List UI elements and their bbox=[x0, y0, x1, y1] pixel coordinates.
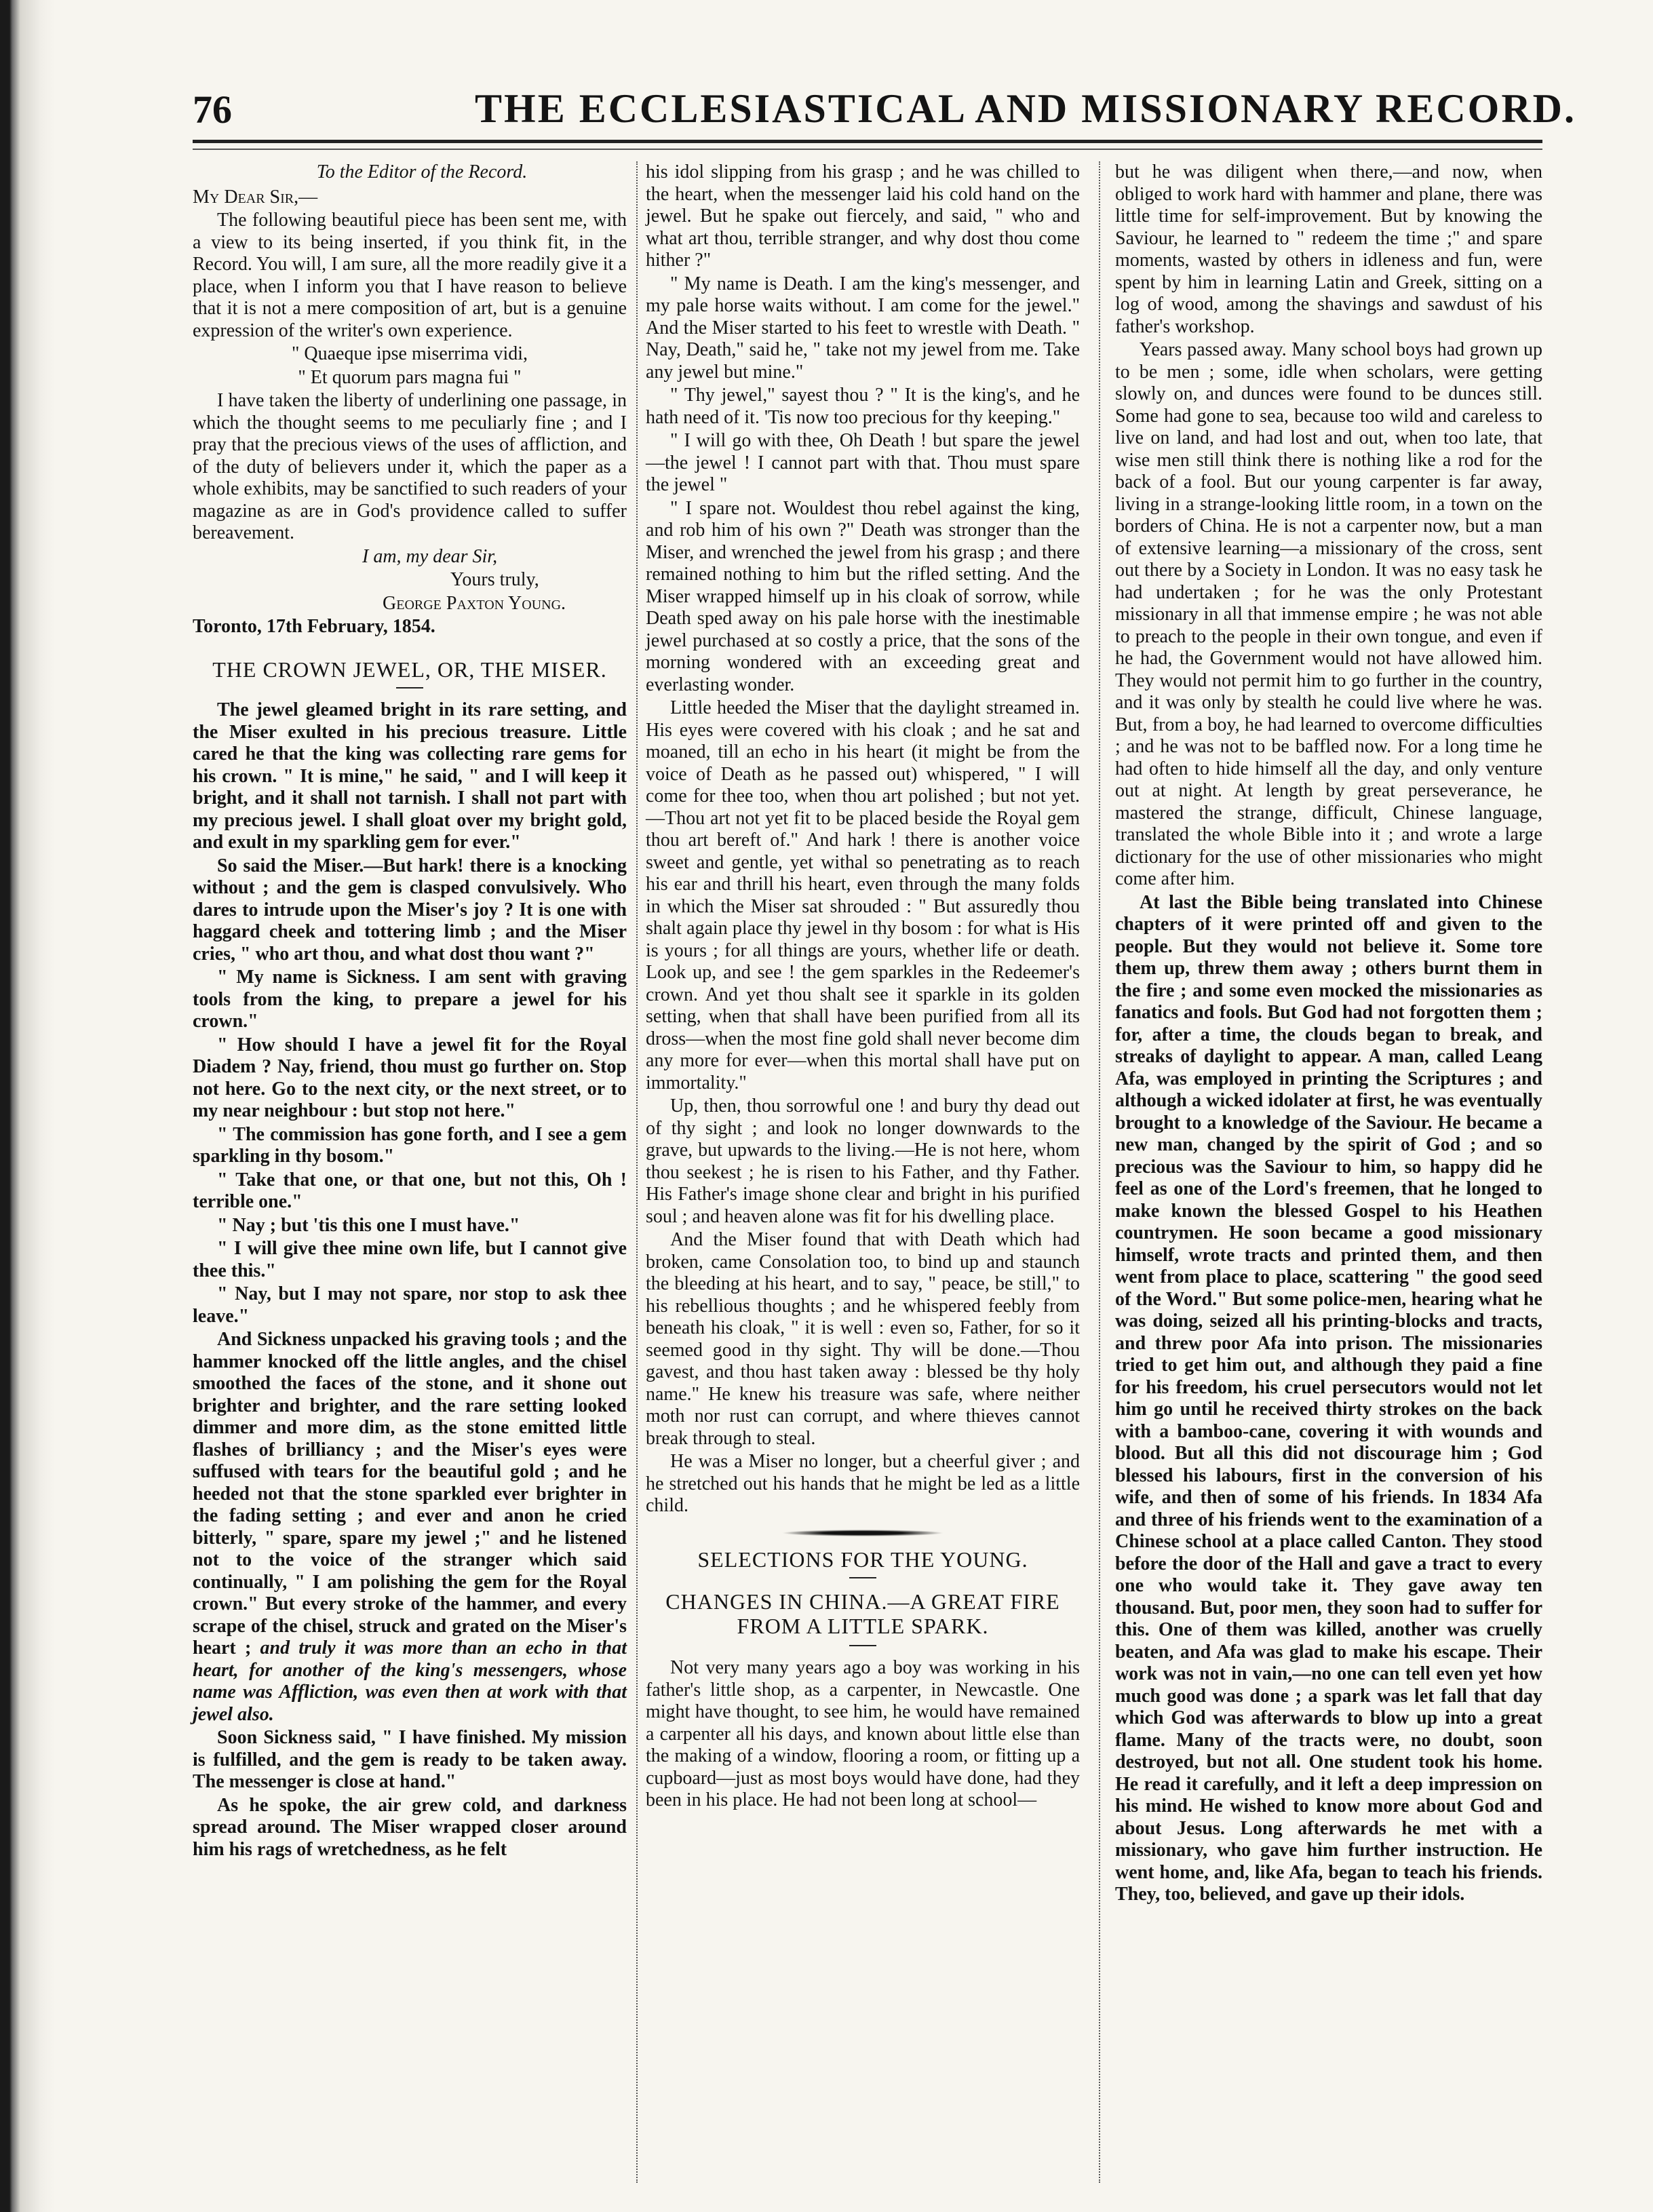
article-paragraph: Years passed away. Many school boys had grown up to be men ; some, idle when scholars, were getting slowly on, and dunces were found to be dunces still. Some had gone to sea, because too wild and careless to live on land, and had lost and out, when too late, that wise men still think there is nothing like a rod for the back of a fool. But our young carpenter is far away, living in a strange-looking little room, in a town on the borders of China. He is not a carpenter now, but a man of extensive learning—a missionary of the cross, sent out there by a Society in London. It was no easy task he had undertaken ; for he was the only Protestant missionary in all that immense empire ; he was not able to preach to the people in their own tongue, and even if he had, the Government would not have allowed him. They would not permit him to go further in the country, and it was only by stealth he could live where he was. But, from a boy, he had learned to overcome difficulties ; and he was not to be baffled now. For a long time he had often to hide himself all the day, and only venture out at night. At length by great perseverance, he mastered the strange, difficult, Chinese language, translated the whole Bible into it ; and wrote a large dictionary for the use of other missionaries who might come after him. bbox=[1115, 339, 1542, 889]
header-rule bbox=[193, 140, 1542, 150]
article-paragraph: his idol slipping from his grasp ; and he was chilled to the heart, when the messenger laid his cold hand on the jewel. But he spake out fiercely, and said, " who and what art thou, terrible stranger, and why dost thou come hither ?" bbox=[646, 161, 1080, 271]
letter-closing: I am, my dear Sir, bbox=[362, 545, 498, 567]
article-paragraph: Soon Sickness said, " I have finished. My mission is fulfilled, and the gem is ready to be taken away. The messenger is close at hand." bbox=[193, 1727, 627, 1792]
article-paragraph: As he spoke, the air grew cold, and darkness spread around. The Miser wrapped closer around him his rags of wretchedness, as he felt bbox=[193, 1794, 627, 1860]
column-divider bbox=[1099, 161, 1100, 2183]
article-paragraph: The jewel gleamed bright in its rare setting, and the Miser exulted in his precious treasure. Little cared he that the king was collecting rare gems for his crown. " It is mine," he said, " and I will keep it bright, and it shall not tarnish. I shall not part with my precious jewel. I shall gloat over my bright gold, and exult in my sparkling gem for ever." bbox=[193, 699, 627, 853]
article-paragraph: " Nay ; but 'tis this one I must have." bbox=[217, 1214, 520, 1236]
subsection-title: CHANGES IN CHINA.—A GREAT FIRE FROM A LITTLE SPARK. bbox=[665, 1589, 1060, 1638]
article-paragraph: " Nay, but I may not spare, nor stop to ask thee leave." bbox=[193, 1283, 627, 1327]
column-divider bbox=[636, 161, 638, 2183]
article-paragraph: And the Miser found that with Death which had broken, came Consolation too, to bind up and staunch the bleeding at his heart, and to say, " peace, be still," to his rebellious thoughts ; and he whispered feebly from beneath his cloak, " it is well : even so, Father, for so it seemed good in thy sight. Thy will be done.—Thou gavest, and thou hast taken away : blessed be thy holy name." He knew his treasure was safe, where neither moth nor rust can corrupt, and where thieves cannot break through to steal. bbox=[646, 1229, 1080, 1449]
letter-paragraph: I have taken the liberty of underlining one passage, in which the thought seems to me peculiarly fine ; and I pray that the precious views of the uses of affliction, and of the duty of believers under it, which the paper as a whole exhibits, may be sanctified to such readers of your magazine as are in God's providence called to suffer bereavement. bbox=[193, 390, 627, 543]
column-2 bbox=[646, 161, 1080, 1812]
letter-signature: George Paxton Young. bbox=[383, 592, 566, 614]
letter-address: To the Editor of the Record. bbox=[316, 161, 528, 182]
title-dash bbox=[849, 1645, 876, 1646]
article-paragraph: " Take that one, or that one, but not this, Oh ! terrible one." bbox=[193, 1169, 627, 1212]
column-1 bbox=[193, 161, 627, 1861]
section-title: SELECTIONS FOR THE YOUNG. bbox=[697, 1547, 1028, 1572]
letter-paragraph: The following beautiful piece has been sent me, with a view to its being inserted, if you think fit, in the Record. You will, I am sure, all the more readily give it a place, when I inform you that I have reason to believe that it is not a mere composition of art, but is a genuine expression of the writer's own experience. bbox=[193, 210, 627, 341]
article-paragraph: Up, then, thou sorrowful one ! and bury thy dead out of thy sight ; and look no longer downwards to the grave, but upwards to the living.—He is not here, whom thou seekest ; he is risen to his Father, and thy Father. His Father's image shone clear and bright in his purified soul ; and heaven alone was fit for his dwelling place. bbox=[646, 1095, 1080, 1227]
article-paragraph: " I spare not. Wouldest thou rebel against the king, and rob him of his own ?" Death was stronger than the Miser, and wrenched the jewel from his grasp ; and there remained nothing to him but the rifled setting. And the Miser wrapped himself up in his cloak of sorrow, while Death sped away on his pale horse with the inestimable jewel purchased at so costly a price, that the sons of the morning wondered with an exceeding great and everlasting wonder. bbox=[646, 497, 1080, 695]
article-paragraph: He was a Miser no longer, but a cheerful giver ; and he stretched out his hands that he might be led as a little child. bbox=[646, 1451, 1080, 1516]
article-title: THE CROWN JEWEL, OR, THE MISER. bbox=[212, 657, 607, 682]
article-paragraph: " How should I have a jewel fit for the Royal Diadem ? Nay, friend, thou must go further on. Stop not here. Go to the next city, or the next street, or to my near neighbour : but stop not here." bbox=[193, 1034, 627, 1121]
column-3 bbox=[1115, 161, 1542, 1906]
page-number: 76 bbox=[193, 88, 232, 132]
title-dash bbox=[849, 1577, 876, 1578]
article-paragraph: Little heeded the Miser that the daylight streamed in. His eyes were covered with his cloak ; and he sat and moaned, till an echo in his heart (it might be from the voice of Death as he passed out) whispered, " I will come for thee too, when thou art polished ; but not yet.—Thou art not yet fit to be placed beside the Royal gem thou art bereft of." And hark ! there is another voice sweet and gentle, yet withal so penetrating as to reach his ear and thrill his heart, even through the many folds in which the Miser sat shrouded : " But assuredly thou shalt again place thy jewel in thy bosom : for what is His is yours ; for all things are yours, whether life or death. Look up, and see ! the gem sparkles in the Redeemer's crown. And yet thou shalt see it sparkle in its golden setting, when that shall have been purified from all its dross—when the most fine gold shall never become dim any more for ever—when this mortal shall have put on immortality." bbox=[646, 697, 1080, 1093]
letter-dateline: Toronto, 17th February, 1854. bbox=[193, 616, 435, 637]
section-separator bbox=[781, 1530, 944, 1536]
letter-closing: Yours truly, bbox=[450, 569, 539, 590]
underlined-passage: and truly it was more than an echo in that heart, for another of the king's messengers, whose name was Affliction, was even then at work with that jewel also. bbox=[193, 1637, 627, 1725]
title-dash bbox=[396, 687, 423, 688]
article-paragraph: " My name is Death. I am the king's messenger, and my pale horse waits without. I am come for the jewel." And the Miser started to his feet to wrestle with Death. " Nay, Death," said he, " take not my jewel from me. Take any jewel but mine." bbox=[646, 273, 1080, 383]
article-paragraph: " The commission has gone forth, and I see a gem sparkling in thy bosom." bbox=[193, 1123, 627, 1167]
running-title: THE ECCLESIASTICAL AND MISSIONARY RECORD. bbox=[475, 86, 1576, 131]
latin-quote-line: " Et quorum pars magna fui " bbox=[298, 366, 522, 388]
article-paragraph bbox=[193, 1329, 627, 1726]
letter-salutation: My Dear Sir,— bbox=[193, 186, 318, 208]
article-paragraph: At last the Bible being translated into Chinese chapters of it were printed off and given to the people. But they would not believe it. Some tore them up, threw them away ; others burnt them in the fire ; and some even mocked the missionaries as fanatics and fools. But God had not forgotten them ; for, after a time, the clouds began to break, and streaks of daylight to appear. A man, called Leang Afa, was employed in printing the Scriptures ; and although a wicked idolater at first, he was eventually brought to a knowledge of the Saviour. He became a new man, changed by the spirit of God ; and so precious was the Saviour to him, so happy did he feel as one of the Lord's freemen, that he longed to make known the blessed Gospel to his Heathen countrymen. He soon became a good missionary himself, wrote tracts and printed them, and then went from place to place, scattering " the good seed of the Word." But some police-men, hearing what he was doing, seized all his printing-blocks and tracts, and threw poor Afa into prison. The missionaries tried to get him out, and although they paid a fine for his freedom, his cruel persecutors would not let him go until he received thirty strokes on the back with a bamboo-cane, covering it with wounds and blood. But all this did not discourage him ; God blessed his labours, first in the conversion of his wife, and then of some of his friends. In 1834 Afa and three of his friends went to the examination of a Chinese school at a place called Canton. They stood before the door of the Hall and gave a tract to every one who would take it. They gave away ten thousand. But, poor men, they soon had to suffer for this. One of them was killed, another was cruelly beaten, and Afa was glad to make his escape. Their work was not in vain,—no one can tell even yet how much good was done ; a spark was let fall that day which God was afterwards to blow up into a great flame. Many of the tracts were, no doubt, soon destroyed, but not all. One student took his home. He read it carefully, and it left a deep impression on his mind. He wished to know more about God and about Jesus. Long afterwards he met with a missionary, who gave him further instruction. He went home, and, like Afa, began to teach his friends. They, too, believed, and gave up their idols. bbox=[1115, 891, 1542, 1905]
paragraph-text: And Sickness unpacked his graving tools ; and the hammer knocked off the little angles, and the chisel smoothed the faces of the stone, and it shone out brighter and brighter, and the rare setting looked dimmer and more dim, as the stone emitted little flashes of brilliancy ; and the Miser's eyes were suffused with tears for the beautiful gold ; and he heeded not that the stone sparkled ever brighter in the fading setting ; and ever and anon he cried bitterly, " spare, spare my jewel ;" and he listened not to the voice of the stranger which said continually, " I am polishing the gem for the Royal crown." But every stroke of the hammer, and every scrape of the chisel, struck and grated on the Miser's heart ; bbox=[193, 1329, 627, 1658]
article-paragraph: " I will give thee mine own life, but I cannot give thee this." bbox=[193, 1238, 627, 1281]
article-paragraph: " Thy jewel," sayest thou ? " It is the king's, and he hath need of it. 'Tis now too precious for thy keeping." bbox=[646, 385, 1080, 428]
article-paragraph: Not very many years ago a boy was working in his father's little shop, as a carpenter, in Newcastle. One might have thought, to see him, he would have remained a carpenter all his days, and known about little else than the making of a window, flooring a room, or fitting up a cupboard—just as most boys would have done, had they been in his place. He had not been long at school— bbox=[646, 1657, 1080, 1810]
article-paragraph: " I will go with thee, Oh Death ! but spare the jewel—the jewel ! I cannot part with that. Thou must spare the jewel " bbox=[646, 430, 1080, 495]
book-binding-edge bbox=[0, 0, 54, 2212]
article-paragraph: So said the Miser.—But hark! there is a knocking without ; and the gem is clasped convulsively. Who dares to intrude upon the Miser's joy ? It is one with haggard cheek and tottering limb ; and the Miser cries, " who art thou, and what dost thou want ?" bbox=[193, 855, 627, 965]
article-paragraph: " My name is Sickness. I am sent with graving tools from the king, to prepare a jewel for his crown." bbox=[193, 967, 627, 1032]
latin-quote-line: " Quaeque ipse miserrima vidi, bbox=[291, 343, 528, 364]
article-paragraph: but he was diligent when there,—and now, when obliged to work hard with hammer and plane, there was little time for self-improvement. But by knowing the Saviour, he learned to " redeem the time ;" and spare moments, wasted by others in idleness and fun, were spent by him in learning Latin and Greek, sitting on a log of wood, among the shavings and sawdust of his father's workshop. bbox=[1115, 161, 1542, 337]
